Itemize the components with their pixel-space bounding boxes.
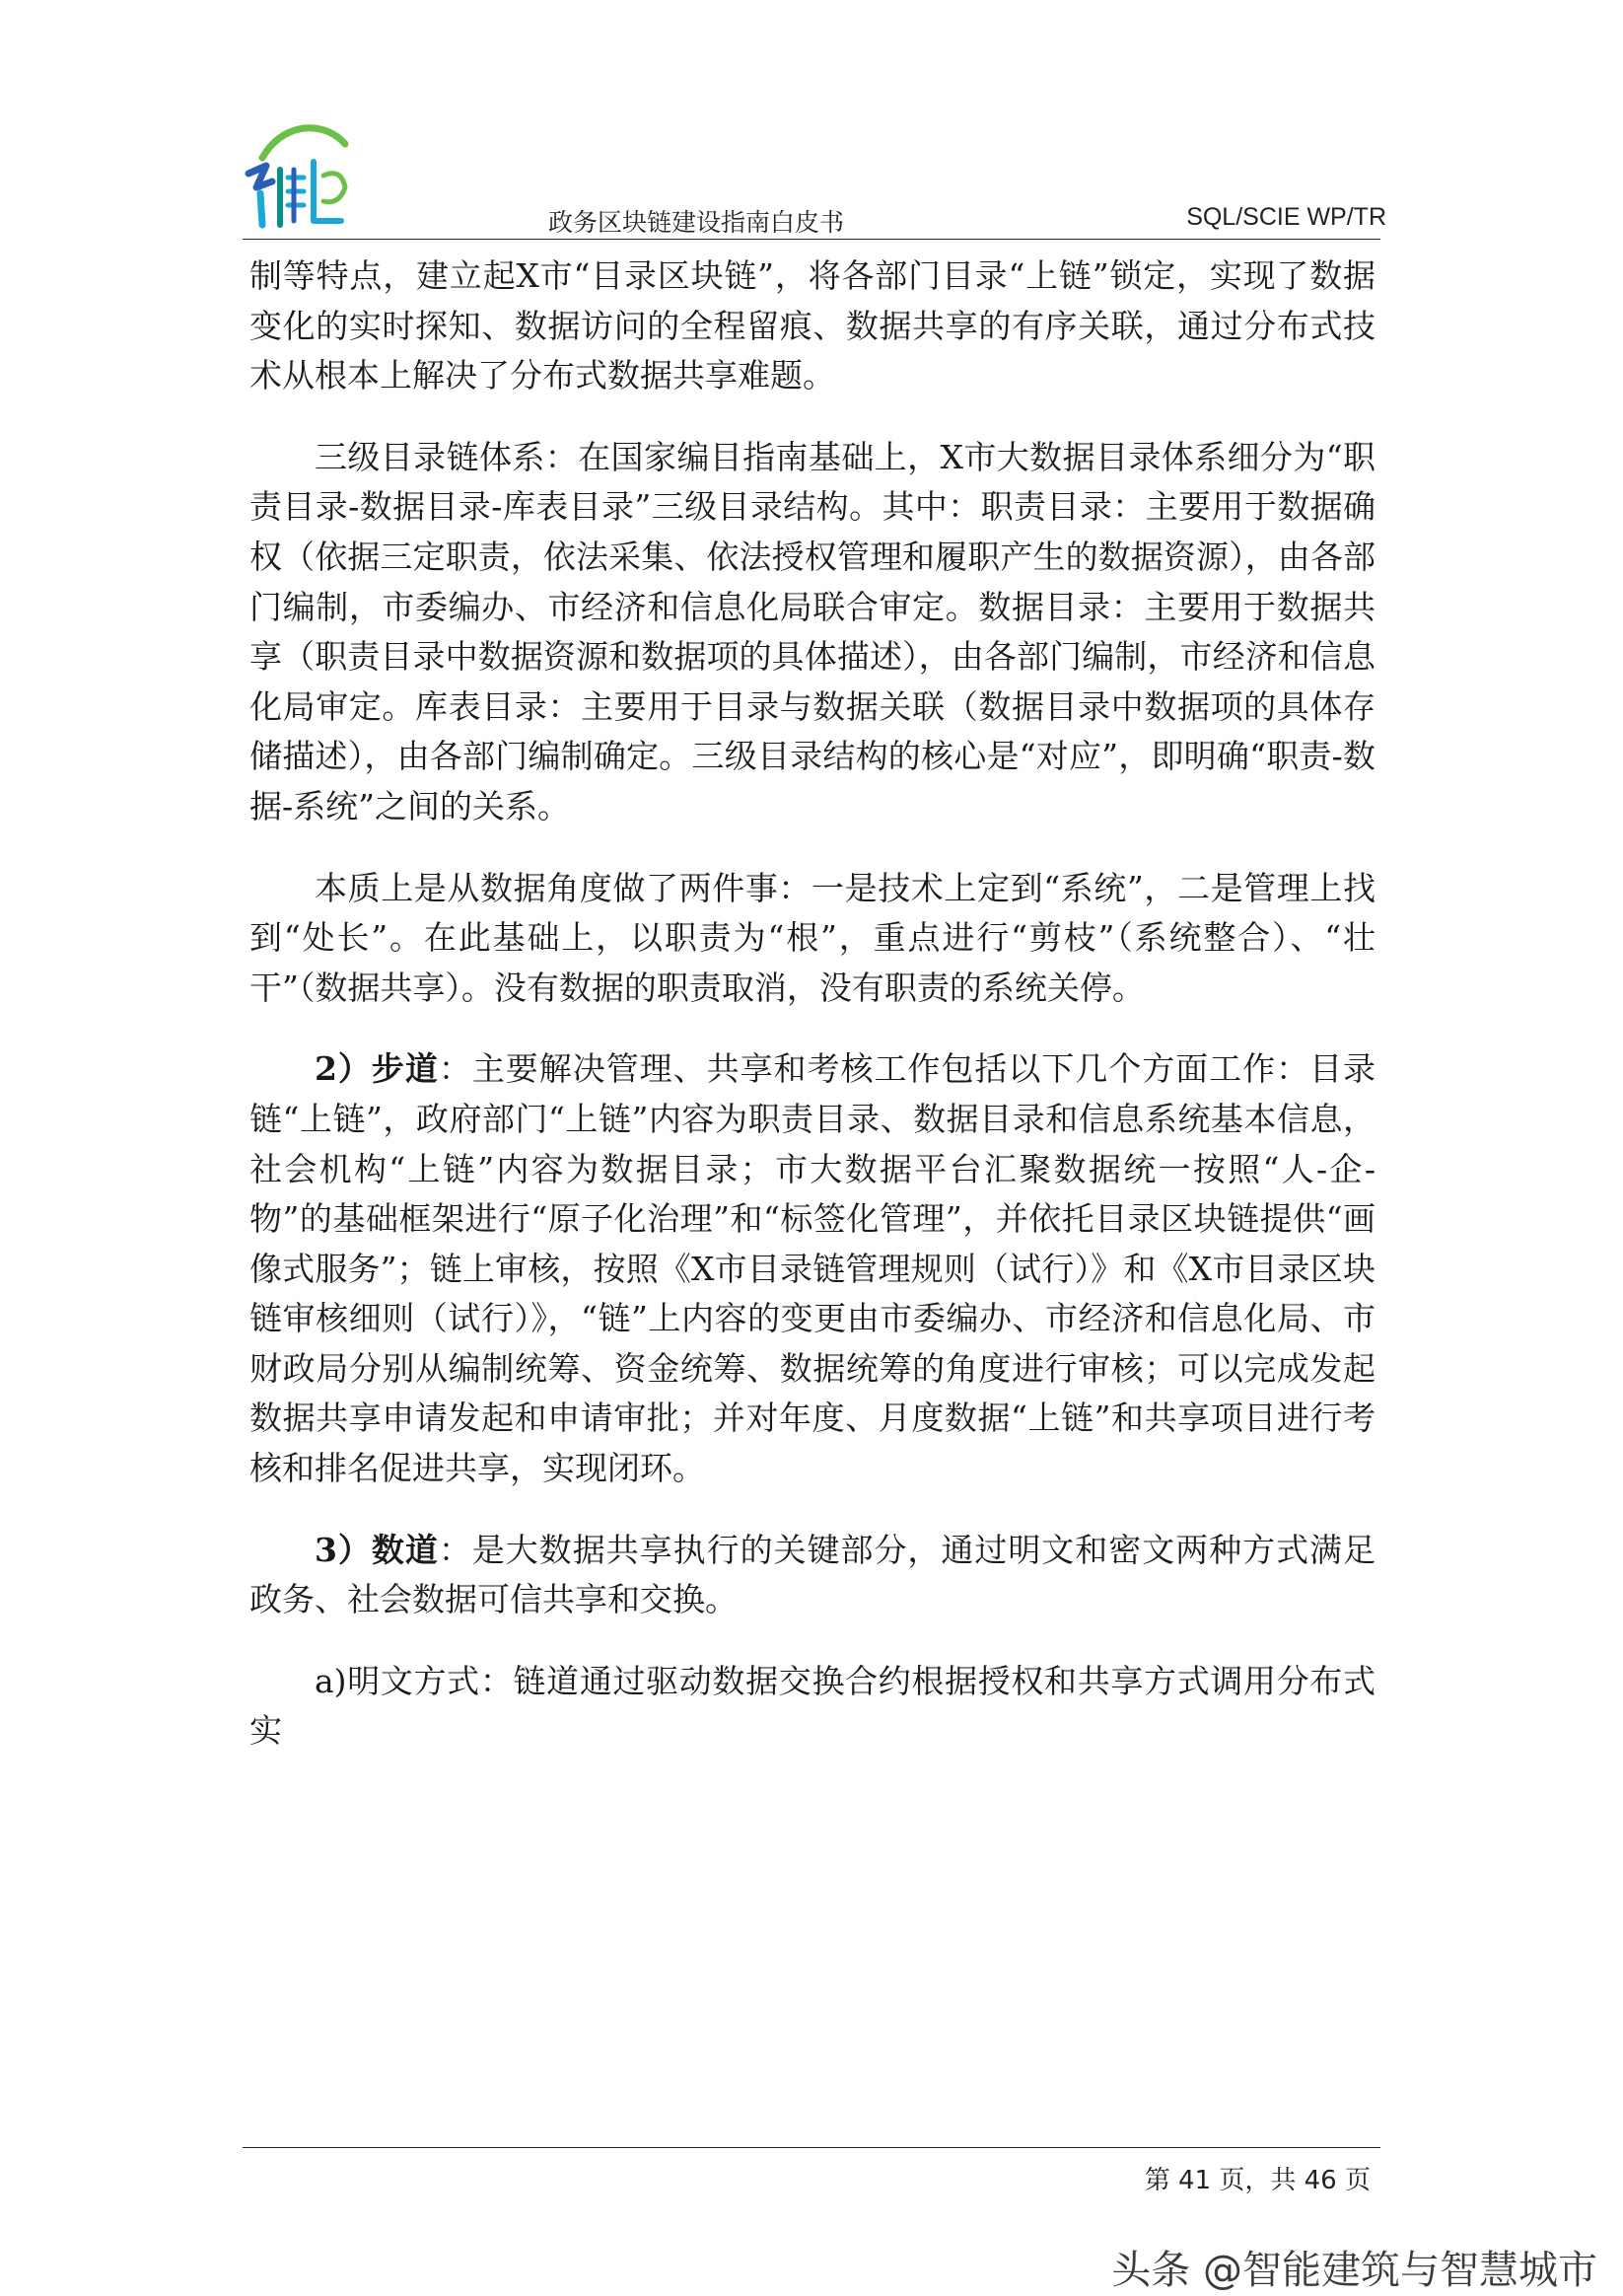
header-divider: [243, 239, 1380, 240]
chain-logo-icon: [243, 118, 359, 235]
paragraph-4-text: ：主要解决管理、共享和考核工作包括以下几个方面工作：目录链“上链”，政府部门“上链”内容为职责目录、数据目录和信息系统基本信息，社会机构“上链”内容为数据目录；市大数据平台汇聚数据统一按照“人-企-物”的基础框架进行“原子化治理”和“标签化管理”，并依托目录区块链提供“画像式服务”；链上审核，按照《X市目录链管理规则（试行）》和《X市目录区块链审核细则（试行）》，“链”上内容的变更由市委编办、市经济和信息化局、市财政局分别从编制统筹、资金统筹、数据统筹的角度进行审核；可以完成发起数据共享申请发起和申请审批；并对年度、月度数据“上链”和共享项目进行考核和排名促进共享，实现闭环。: [249, 1049, 1376, 1488]
source-watermark: 头条 @智能建筑与智慧城市: [1111, 2248, 1597, 2293]
document-body: [249, 251, 1376, 1757]
paragraph-2: 三级目录链体系：在国家编目指南基础上，X市大数据目录体系细分为“职责目录-数据目录-库表目录”三级目录结构。其中：职责目录：主要用于数据确权（依据三定职责，依法采集、依法授权管理和履职产生的数据资源），由各部门编制，市委编办、市经济和信息化局联合审定。数据目录：主要用于数据共享（职责目录中数据资源和数据项的具体描述），由各部门编制，市经济和信息化局审定。库表目录：主要用于目录与数据关联（数据目录中数据项的具体存储描述），由各部门编制确定。三级目录结构的核心是“对应”，即明确“职责-数据-系统”之间的关系。: [249, 437, 1376, 825]
paragraph-4: [249, 1044, 1376, 1493]
paragraph-1: 制等特点，建立起X市“目录区块链”，将各部门目录“上链”锁定，实现了数据变化的实时探知、数据访问的全程留痕、数据共享的有序关联，通过分布式技术从根本上解决了分布式数据共享难题。: [249, 256, 1376, 395]
footer-divider: [243, 2147, 1380, 2148]
document-title: 政务区块链建设指南白皮书: [548, 208, 845, 237]
paragraph-6: a)明文方式：链道通过驱动数据交换合约根据授权和共享方式调用分布式实: [249, 1661, 1376, 1751]
page-number: 第 41 页，共 46 页: [1144, 2166, 1371, 2195]
section-heading-data-road: 3）数道: [315, 1530, 439, 1569]
paragraph-5: [249, 1526, 1376, 1625]
section-heading-step-road: 2）步道: [315, 1049, 439, 1089]
paragraph-5-text: ：是大数据共享执行的关键部分，通过明文和密文两种方式满足政务、社会数据可信共享和交换。: [249, 1530, 1376, 1619]
document-code: SQL/SCIE WP/TR: [1186, 203, 1386, 231]
paragraph-3: 本质上是从数据角度做了两件事：一是技术上定到“系统”，二是管理上找到“处长”。在此基础上，以职责为“根”，重点进行“剪枝”（系统整合）、“壮干”（数据共享）。没有数据的职责取消，没有职责的系统关停。: [249, 868, 1376, 1007]
